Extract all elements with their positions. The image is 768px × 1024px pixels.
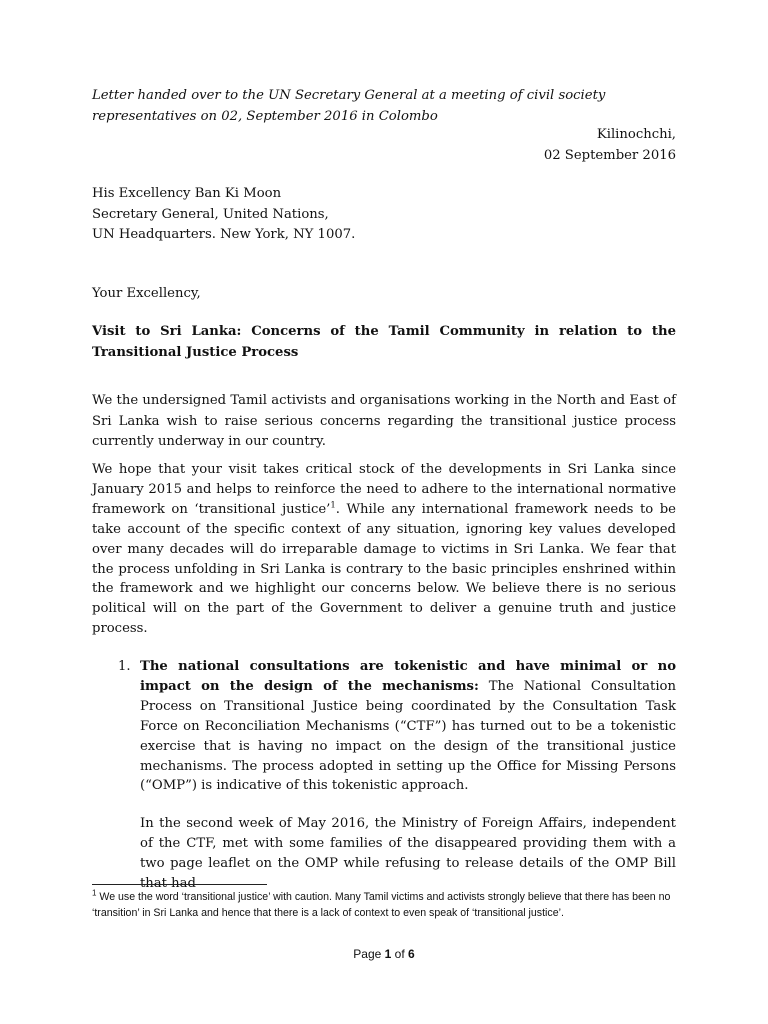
page-current: 1 xyxy=(384,947,392,961)
footnote xyxy=(92,890,676,921)
addressee-line-3: UN Headquarters. New York, NY 1007. xyxy=(92,227,356,242)
addressee-line-2: Secretary General, United Nations, xyxy=(92,206,329,222)
letter-place: Kilinochchi, xyxy=(596,127,676,142)
list-item-sub-paragraph: In the second week of May 2016, the Ministry of Foreign Affairs, independent of the CTF, met with some families of the disappeared providing them with a two page leaflet on the OMP while refusing to release details of the OMP Bill that had xyxy=(140,816,676,891)
list-item-text: The National Consultation Process on Transitional Justice being coordinated by the Consultation Task Force on Reconciliation Mechanisms (“CTF”) has turned out to be a tokenistic exercise that is having no impact on the design of the transitional justice mechanisms. The process adopted in setting up the Office for Missing Persons (“OMP”) is indicative of this tokenistic approach. xyxy=(140,678,676,794)
page-total: 6 xyxy=(408,947,415,961)
paragraph-2 xyxy=(92,460,676,639)
place-and-date xyxy=(92,125,676,166)
footnote-divider xyxy=(92,884,267,885)
letter-date: 02 September 2016 xyxy=(543,147,676,163)
paragraph-2-text-a: We hope that your visit takes critical stock of the developments in Sri Lanka since January 2015 and helps to reinforce the need to adhere to the international normative framework on ‘transitional justice’ xyxy=(92,462,676,517)
list-item-heading: The national consultations are tokenistic and have minimal or no impact on the design of the mechanisms: xyxy=(140,659,676,694)
addressee-line-1: His Excellency Ban Ki Moon xyxy=(92,186,282,201)
paragraph-2-text-b: . While any international framework needs to be take account of the specific context of any situation, ignoring key values developed over many decades will do irreparable damage to victims in Sri Lanka. We fear that the process unfolding in Sri Lanka is contrary to the basic principles enshrined within the framework and we highlight our concerns below. We believe there is no serious political will on the part of the Government to deliver a genuine truth and justice process. xyxy=(92,501,676,637)
header-note-line-2: representatives on 02, September 2016 in Colombo xyxy=(92,108,438,124)
subject-heading: Visit to Sri Lanka: Concerns of the Tamil Community in relation to the Transitional Justice Process xyxy=(92,324,676,360)
header-note xyxy=(92,86,676,127)
footnote-text: We use the word ‘transitional justice’ with caution. Many Tamil victims and activists strongly believe that there has been no ‘transition’ in Sri Lanka and hence that there is a lack of context to even speak of ‘transitional justice’. xyxy=(92,891,671,919)
salutation: Your Excellency, xyxy=(92,286,201,301)
footnote-reference[interactable]: 1 xyxy=(330,500,336,511)
footnote-number: 1 xyxy=(92,888,97,898)
page-label: Page xyxy=(353,947,385,961)
addressee-block xyxy=(92,184,676,246)
paragraph-1: We the undersigned Tamil activists and organisations working in the North and East of Sri Lanka wish to raise serious concerns regarding the transitional justice process currently underway in our country. xyxy=(92,393,676,449)
letter-page xyxy=(92,0,676,1024)
page-of-label: of xyxy=(391,947,409,961)
page-number xyxy=(92,947,676,961)
header-note-line-1: Letter handed over to the UN Secretary General at a meeting of civil society xyxy=(92,88,606,103)
list-item-body xyxy=(140,657,676,796)
list-item-number: 1. xyxy=(118,659,131,674)
